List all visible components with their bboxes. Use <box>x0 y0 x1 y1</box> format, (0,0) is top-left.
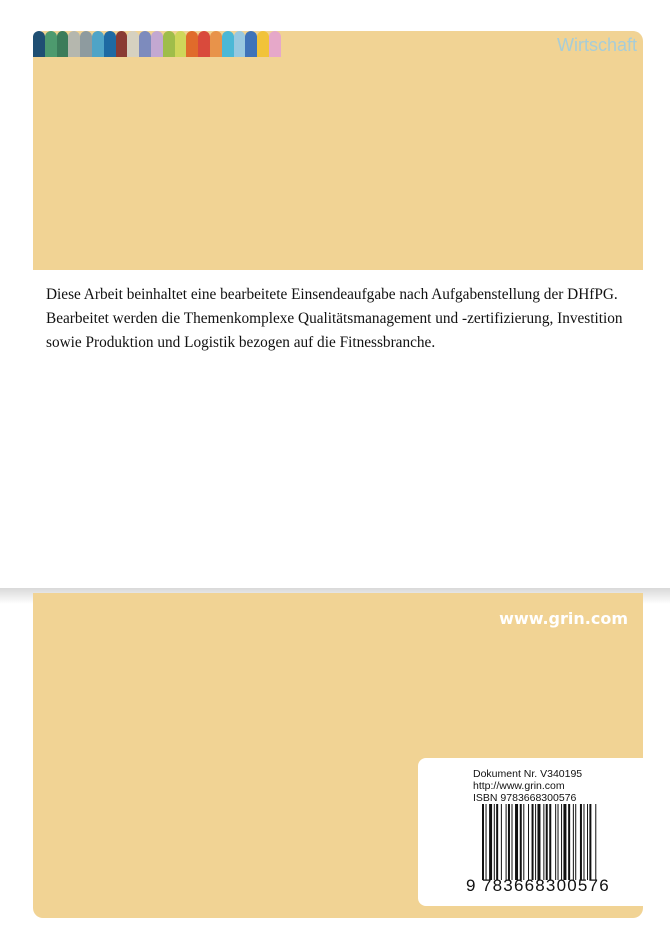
color-stripes <box>33 31 281 57</box>
color-stripe <box>151 31 163 57</box>
barcode-lead-digit: 9 <box>466 876 476 895</box>
color-stripe <box>245 31 257 57</box>
color-stripe <box>234 31 246 57</box>
document-number: Dokument Nr. V340195 <box>473 768 583 780</box>
barcode-digits: 783668300576 <box>482 876 610 895</box>
publisher-url[interactable]: www.grin.com <box>499 609 628 628</box>
category-label: Wirtschaft <box>556 35 637 55</box>
color-stripe <box>210 31 222 57</box>
color-stripe <box>269 31 281 57</box>
barcode-label <box>418 758 643 906</box>
color-stripe <box>222 31 234 57</box>
color-stripe <box>163 31 175 57</box>
color-stripe <box>57 31 69 57</box>
isbn-text: ISBN 9783668300576 <box>473 792 577 804</box>
color-stripe <box>198 31 210 57</box>
color-stripe <box>80 31 92 57</box>
color-stripe <box>45 31 57 57</box>
color-stripe <box>104 31 116 57</box>
color-stripe <box>257 31 269 57</box>
color-stripe <box>33 31 45 57</box>
color-stripe <box>92 31 104 57</box>
color-stripe <box>186 31 198 57</box>
publisher-link: http://www.grin.com <box>473 780 565 792</box>
color-stripe <box>116 31 128 57</box>
color-stripe <box>139 31 151 57</box>
color-stripe <box>68 31 80 57</box>
color-stripe <box>127 31 139 57</box>
book-description: Diese Arbeit beinhaltet eine bearbeitete Einsendeaufgabe nach Aufgabenstellung der DHfPG. Bearbeitet werden die Themenkomplexe Qualitätsmanagement und -zertifizierung, Investition sowie Produktion und Logistik bezogen auf die Fitnessbranche. <box>46 286 623 351</box>
cover-top-panel <box>33 31 643 270</box>
color-stripe <box>175 31 187 57</box>
barcode-icon <box>482 804 628 880</box>
